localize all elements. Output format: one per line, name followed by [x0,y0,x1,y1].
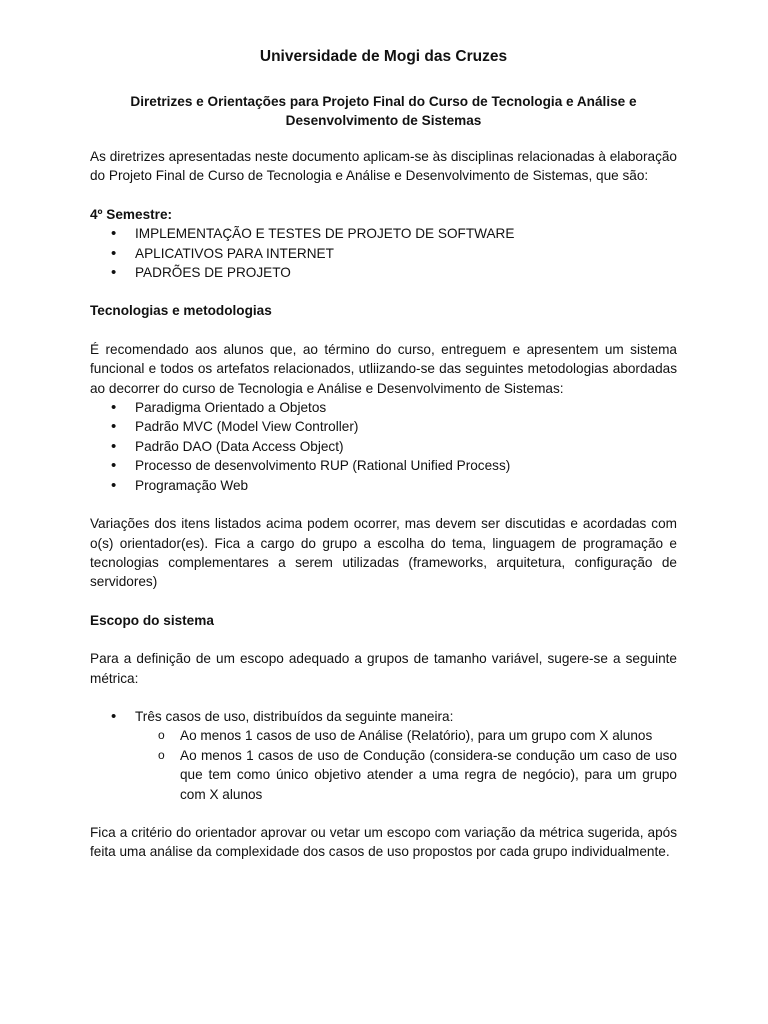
semester-heading: 4º Semestre: [90,206,173,222]
intro-paragraph: As diretrizes apresentadas neste documento aplicam-se às disciplinas relacionadas à elaboração do Projeto Final de Curso de Tecnologia e Análise e Desenvolvimento de Sistemas, que são: [90,149,677,184]
list-item: • Padrão MVC (Model View Controller) [135,417,677,436]
list-item: • Processo de desenvolvimento RUP (Rational Unified Process) [135,456,677,475]
list-item: • Paradigma Orientado a Objetos [135,398,677,417]
document-body [90,46,677,862]
tech-list [90,398,677,495]
closing-paragraph: Fica a critério do orientador aprovar ou vetar um escopo com variação da métrica sugerida, após feita uma análise da complexidade dos casos de uso propostos por cada grupo individualmente. [90,824,677,860]
subtitle-line-1: Diretrizes e Orientações para Projeto Final do Curso de Tecnologia e Análise e [130,94,637,109]
section-heading-tech: Tecnologias e metodologias [90,303,272,319]
document-subtitle [90,92,677,130]
sub-list-item: o Ao menos 1 casos de uso de Condução (considera-se condução um caso de uso que tem como único objetivo atender a uma regra de negócio), para um grupo com X alunos [180,746,677,804]
list-item: • APLICATIVOS PARA INTERNET [135,244,677,263]
variations-paragraph: Variações dos itens listados acima podem ocorrer, mas devem ser discutidas e acordadas com o(s) orientador(es). Fica a cargo do grupo a escolha do tema, linguagem de programação e tecnologias complementares a serem utilizadas (frameworks, arquitetura, configuração de servidores) [90,516,677,590]
tech-paragraph: É recomendado aos alunos que, ao término do curso, entreguem e apresentem um sistema funcional e todos os artefatos relacionados, utliizando-se das seguintes metodologias abordadas ao decorrer do curso de Tecnologia e Análise e Desenvolvimento de Sistemas: [90,341,677,396]
scope-item-text: Três casos de uso, distribuídos da seguinte maneira: [135,708,454,724]
list-item: • Padrão DAO (Data Access Object) [135,437,677,456]
semester-list [90,224,677,282]
scope-paragraph: Para a definição de um escopo adequado a grupos de tamanho variável, sugere-se a seguinte métrica: [90,651,677,686]
section-heading-scope: Escopo do sistema [90,612,214,628]
document-title: Universidade de Mogi das Cruzes [259,48,508,65]
scope-list [90,707,677,804]
sub-list-item: o Ao menos 1 casos de uso de Análise (Relatório), para um grupo com X alunos [180,726,677,745]
list-item: • Programação Web [135,476,677,495]
list-item [135,707,677,804]
list-item: • PADRÕES DE PROJETO [135,263,677,282]
scope-sublist [135,726,677,804]
subtitle-line-2: Desenvolvimento de Sistemas [285,113,482,128]
list-item: • IMPLEMENTAÇÃO E TESTES DE PROJETO DE SOFTWARE [135,224,677,243]
